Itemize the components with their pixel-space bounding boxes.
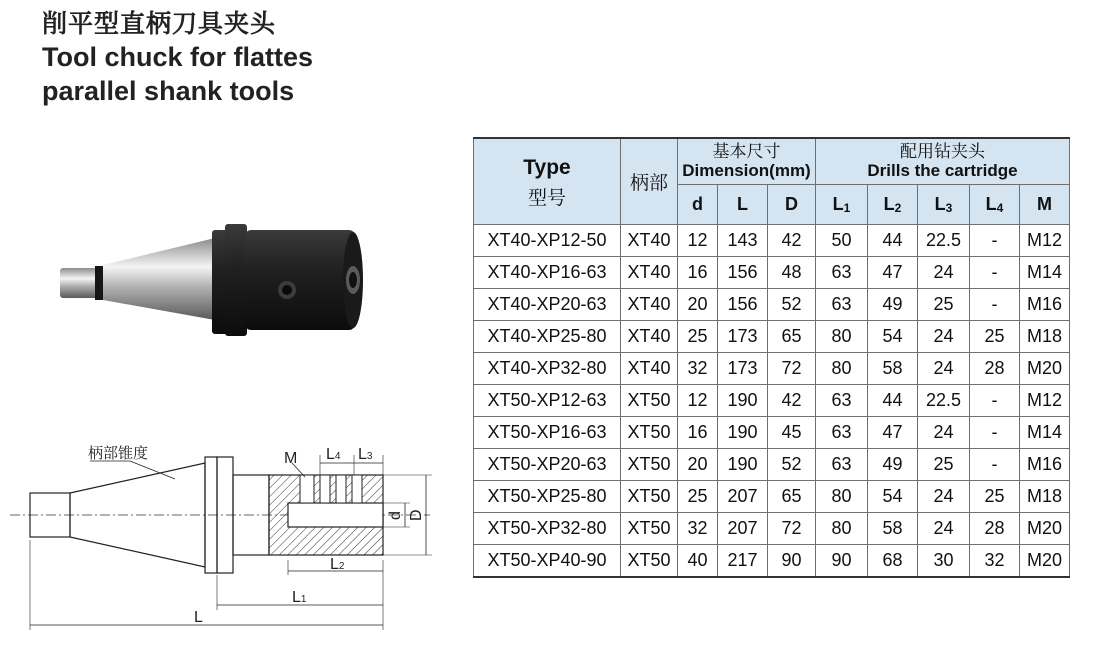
cell-L: 190 xyxy=(718,448,768,480)
table-row xyxy=(474,448,1070,480)
cell-L4: 32 xyxy=(970,544,1020,577)
header-dimension-cn: 基本尺寸 xyxy=(712,141,781,162)
cell-type: XT50-XP40-90 xyxy=(474,544,621,577)
header-M: M xyxy=(1020,184,1070,224)
cell-L3: 25 xyxy=(918,448,970,480)
cell-shank: XT50 xyxy=(621,384,678,416)
cell-type: XT40-XP12-50 xyxy=(474,224,621,256)
label-L4: L4 xyxy=(326,446,341,463)
cell-D: 52 xyxy=(768,448,816,480)
cell-L2: 47 xyxy=(868,256,918,288)
cell-D: 52 xyxy=(768,288,816,320)
cell-L2: 54 xyxy=(868,480,918,512)
cell-L2: 54 xyxy=(868,320,918,352)
cell-shank: XT40 xyxy=(621,320,678,352)
cell-L4: - xyxy=(970,384,1020,416)
title-block xyxy=(42,8,313,108)
cell-shank: XT50 xyxy=(621,448,678,480)
table-row xyxy=(474,320,1070,352)
spec-table-body xyxy=(474,224,1070,577)
cell-D: 65 xyxy=(768,480,816,512)
cell-M: M16 xyxy=(1020,448,1070,480)
title-chinese: 削平型直柄刀具夹头 xyxy=(42,9,277,38)
cell-L2: 49 xyxy=(868,448,918,480)
header-L: L xyxy=(718,184,768,224)
cell-L4: - xyxy=(970,224,1020,256)
cell-L3: 24 xyxy=(918,320,970,352)
cell-shank: XT50 xyxy=(621,480,678,512)
cell-shank: XT50 xyxy=(621,512,678,544)
cell-M: M12 xyxy=(1020,384,1070,416)
table-row xyxy=(474,544,1070,577)
cell-M: M14 xyxy=(1020,256,1070,288)
cell-M: M20 xyxy=(1020,352,1070,384)
table-row xyxy=(474,384,1070,416)
tool-chuck-photo xyxy=(55,210,365,350)
cell-L3: 22.5 xyxy=(918,224,970,256)
cell-shank: XT50 xyxy=(621,416,678,448)
label-L: L xyxy=(194,609,203,626)
cell-M: M18 xyxy=(1020,480,1070,512)
header-type xyxy=(474,138,621,224)
cell-L2: 44 xyxy=(868,224,918,256)
header-L1: L1 xyxy=(816,184,868,224)
label-M: M xyxy=(284,450,298,467)
table-row xyxy=(474,256,1070,288)
cell-L: 190 xyxy=(718,384,768,416)
cell-M: M14 xyxy=(1020,416,1070,448)
cell-L3: 30 xyxy=(918,544,970,577)
table-row xyxy=(474,480,1070,512)
cell-L2: 58 xyxy=(868,512,918,544)
header-L3: L3 xyxy=(918,184,970,224)
header-d: d xyxy=(678,184,718,224)
cell-L1: 63 xyxy=(816,416,868,448)
label-L3: L3 xyxy=(358,446,373,463)
cell-L: 217 xyxy=(718,544,768,577)
cell-L1: 90 xyxy=(816,544,868,577)
cell-L: 207 xyxy=(718,512,768,544)
cell-D: 48 xyxy=(768,256,816,288)
cell-L: 143 xyxy=(718,224,768,256)
cell-type: XT40-XP16-63 xyxy=(474,256,621,288)
cell-M: M16 xyxy=(1020,288,1070,320)
cell-L4: 28 xyxy=(970,512,1020,544)
cell-L1: 80 xyxy=(816,512,868,544)
cell-L4: 25 xyxy=(970,480,1020,512)
cell-L3: 24 xyxy=(918,256,970,288)
cell-D: 72 xyxy=(768,352,816,384)
cell-L1: 80 xyxy=(816,480,868,512)
cell-L1: 50 xyxy=(816,224,868,256)
cell-L4: - xyxy=(970,256,1020,288)
cell-L3: 24 xyxy=(918,480,970,512)
cell-L: 156 xyxy=(718,256,768,288)
technical-drawing xyxy=(0,435,460,647)
cell-type: XT50-XP20-63 xyxy=(474,448,621,480)
cell-shank: XT40 xyxy=(621,352,678,384)
cell-L: 207 xyxy=(718,480,768,512)
header-L4: L4 xyxy=(970,184,1020,224)
cell-L4: - xyxy=(970,288,1020,320)
header-L2: L2 xyxy=(868,184,918,224)
cell-L: 190 xyxy=(718,416,768,448)
cell-L: 173 xyxy=(718,352,768,384)
cell-M: M18 xyxy=(1020,320,1070,352)
cell-L1: 80 xyxy=(816,352,868,384)
label-L2: L2 xyxy=(330,556,345,573)
cell-d: 20 xyxy=(678,448,718,480)
cell-d: 12 xyxy=(678,384,718,416)
cell-L1: 63 xyxy=(816,288,868,320)
cell-d: 20 xyxy=(678,288,718,320)
title-english-line2: parallel shank tools xyxy=(42,76,295,106)
cell-d: 32 xyxy=(678,352,718,384)
cell-shank: XT50 xyxy=(621,544,678,577)
table-row xyxy=(474,224,1070,256)
cell-L1: 63 xyxy=(816,256,868,288)
cell-M: M20 xyxy=(1020,512,1070,544)
cell-type: XT40-XP20-63 xyxy=(474,288,621,320)
cell-D: 45 xyxy=(768,416,816,448)
cell-L1: 63 xyxy=(816,448,868,480)
cell-L2: 58 xyxy=(868,352,918,384)
cell-M: M20 xyxy=(1020,544,1070,577)
cell-D: 90 xyxy=(768,544,816,577)
cell-type: XT50-XP25-80 xyxy=(474,480,621,512)
cell-L4: - xyxy=(970,416,1020,448)
header-D: D xyxy=(768,184,816,224)
taper-label: 柄部锥度 xyxy=(88,444,149,462)
cell-L3: 25 xyxy=(918,288,970,320)
table-row xyxy=(474,352,1070,384)
header-drills xyxy=(816,138,1070,184)
header-dimension-en: Dimension(mm) xyxy=(682,160,811,180)
cell-shank: XT40 xyxy=(621,288,678,320)
cell-D: 65 xyxy=(768,320,816,352)
cell-L2: 68 xyxy=(868,544,918,577)
cell-D: 72 xyxy=(768,512,816,544)
cell-L3: 22.5 xyxy=(918,384,970,416)
cell-d: 16 xyxy=(678,256,718,288)
cell-L2: 44 xyxy=(868,384,918,416)
cell-d: 25 xyxy=(678,480,718,512)
cell-type: XT40-XP32-80 xyxy=(474,352,621,384)
cell-type: XT50-XP16-63 xyxy=(474,416,621,448)
cell-d: 12 xyxy=(678,224,718,256)
table-row xyxy=(474,288,1070,320)
header-drills-en: Drills the cartridge xyxy=(867,160,1018,180)
title-english-line1: Tool chuck for flattes xyxy=(42,42,314,72)
cell-L1: 63 xyxy=(816,384,868,416)
cell-shank: XT40 xyxy=(621,224,678,256)
cell-D: 42 xyxy=(768,384,816,416)
label-d: d xyxy=(387,511,404,520)
cell-type: XT50-XP12-63 xyxy=(474,384,621,416)
cell-L2: 47 xyxy=(868,416,918,448)
cell-type: XT50-XP32-80 xyxy=(474,512,621,544)
cell-L: 173 xyxy=(718,320,768,352)
cell-d: 25 xyxy=(678,320,718,352)
header-dimension xyxy=(678,138,816,184)
label-D: D xyxy=(408,509,425,521)
table-row xyxy=(474,512,1070,544)
cell-L3: 24 xyxy=(918,416,970,448)
cell-L4: - xyxy=(970,448,1020,480)
header-drills-cn: 配用钻夹头 xyxy=(900,141,985,162)
cell-d: 40 xyxy=(678,544,718,577)
table-row xyxy=(474,416,1070,448)
cell-d: 32 xyxy=(678,512,718,544)
cell-L: 156 xyxy=(718,288,768,320)
cell-L4: 28 xyxy=(970,352,1020,384)
cell-L2: 49 xyxy=(868,288,918,320)
cell-M: M12 xyxy=(1020,224,1070,256)
cell-shank: XT40 xyxy=(621,256,678,288)
cell-L4: 25 xyxy=(970,320,1020,352)
cell-L3: 24 xyxy=(918,352,970,384)
header-shank: 柄部 xyxy=(621,138,678,224)
spec-table xyxy=(473,137,1070,578)
header-type-en: Type xyxy=(523,155,571,179)
cell-L1: 80 xyxy=(816,320,868,352)
header-type-cn: 型号 xyxy=(527,186,566,209)
label-L1: L1 xyxy=(292,589,307,606)
cell-L3: 24 xyxy=(918,512,970,544)
cell-D: 42 xyxy=(768,224,816,256)
cell-type: XT40-XP25-80 xyxy=(474,320,621,352)
cell-d: 16 xyxy=(678,416,718,448)
